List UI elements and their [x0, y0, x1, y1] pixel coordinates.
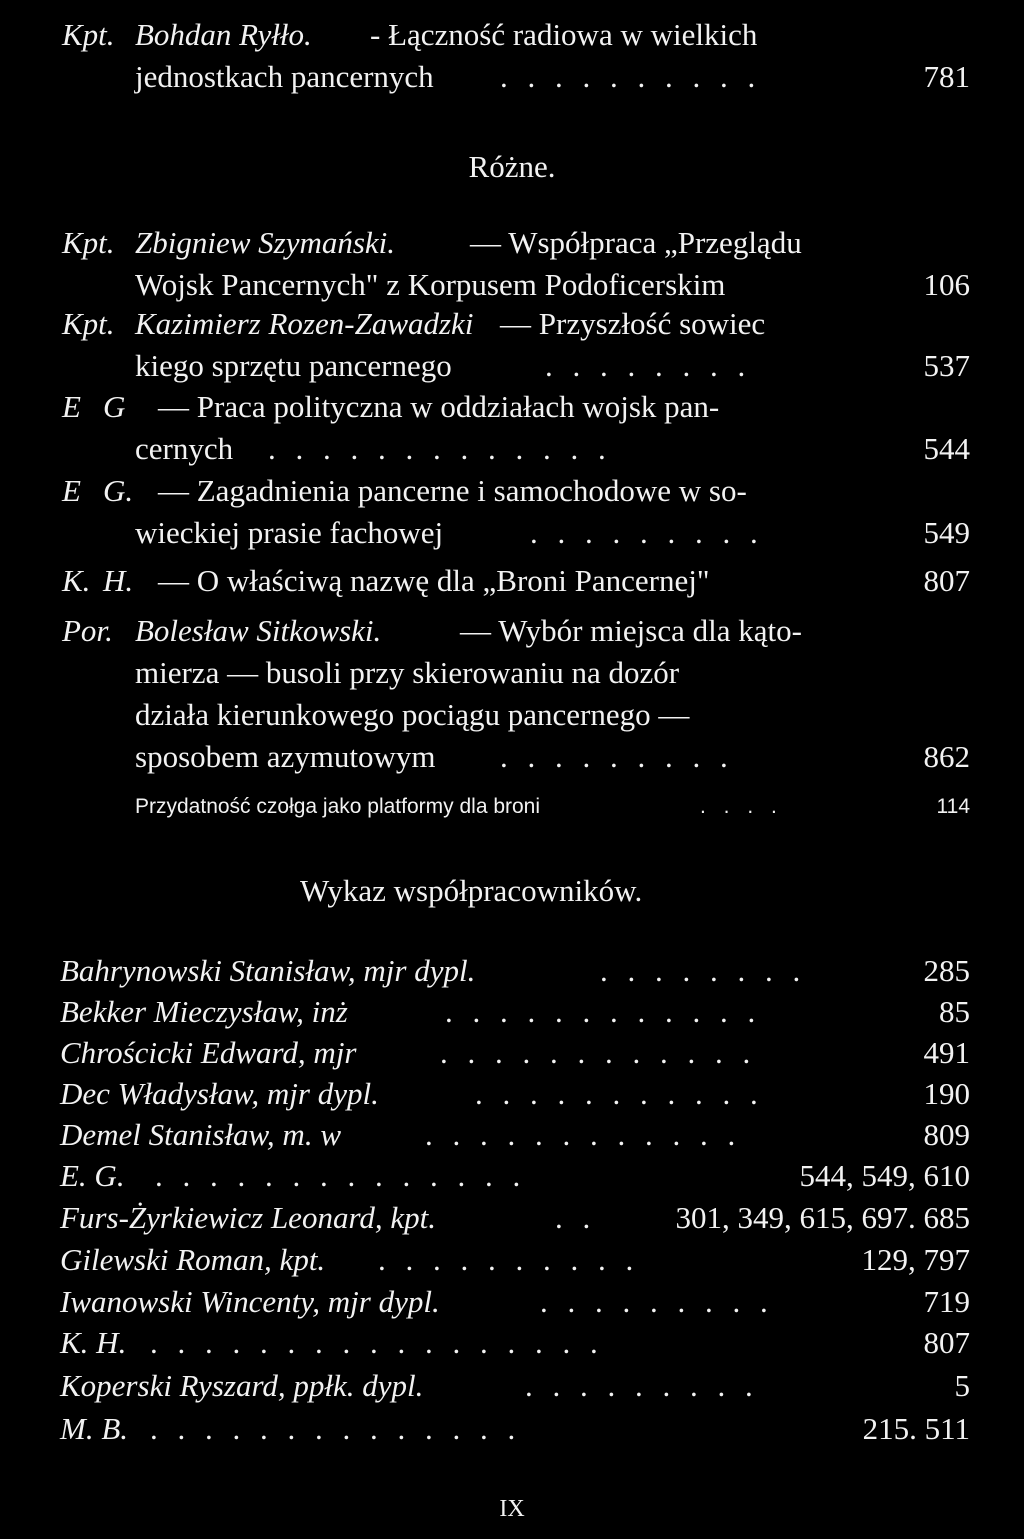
contributor-row: [0, 1408, 1024, 1450]
contributor-name: Chrościcki Edward, mjr: [60, 1035, 357, 1070]
contributor-row: [0, 950, 1024, 992]
leader-dots: . .: [555, 1200, 597, 1235]
entry-title-cont: wieckiej prasie fachowej: [135, 515, 444, 550]
page-footer: [0, 1488, 1024, 1530]
contributor-name: Bahrynowski Stanisław, mjr dypl.: [60, 953, 476, 988]
entry-line: [0, 736, 1024, 778]
leader-dots: . . . . . . . . . . . .: [440, 1035, 757, 1070]
contributor-pages: 215. 511: [862, 1411, 970, 1446]
page-ref: 549: [923, 515, 970, 550]
contributor-pages: 285: [923, 953, 970, 988]
page-ref: 862: [923, 739, 970, 774]
section-heading: [0, 146, 1024, 188]
entry-title: Przydatność czołga jako platformy dla broni: [135, 795, 541, 818]
leader-dots: . . . . . . . . . . . .: [425, 1117, 742, 1152]
entry-rank: Kpt.: [62, 225, 115, 260]
contributor-row: [0, 1365, 1024, 1407]
entry-author: Bohdan Ryłło.: [135, 17, 312, 52]
entry-rank: Por.: [62, 613, 113, 648]
entry-rank: E: [62, 389, 81, 424]
contributor-pages: 544, 549, 610: [799, 1158, 970, 1193]
entry-title: — Praca polityczna w oddziałach wojsk pan-: [158, 389, 720, 424]
contributor-pages: 129, 797: [861, 1242, 970, 1277]
entry-rank: Kpt.: [62, 306, 115, 341]
entry-author: Zbigniew Szymański.: [135, 225, 396, 260]
entry-line: [0, 14, 1024, 56]
contributor-name: Iwanowski Wincenty, mjr dypl.: [60, 1284, 440, 1319]
entry-title: — Wybór miejsca dla kąto-: [460, 613, 802, 648]
page-ref: 106: [923, 267, 970, 302]
page-ref: 114: [936, 795, 970, 818]
entry-line: [0, 610, 1024, 652]
entry-author: Kazimierz Rozen-Zawadzki: [135, 306, 474, 341]
contributors-heading: [0, 870, 1024, 912]
contributor-name: Bekker Mieczysław, inż: [60, 994, 348, 1029]
entry-line: [0, 470, 1024, 512]
entry-title-cont: działa kierunkowego pociągu pancernego —: [135, 697, 690, 732]
leader-dots: . . . . . . . . .: [500, 739, 734, 774]
entry-title-cont: sposobem azymutowym: [135, 739, 436, 774]
page-ref: 544: [923, 431, 970, 466]
contributor-pages: 491: [923, 1035, 970, 1070]
entry-line: [0, 694, 1024, 736]
contributor-pages: 85: [939, 994, 970, 1029]
section-title: Różne.: [468, 149, 556, 184]
entry-line: [0, 786, 1024, 828]
entry-line: [0, 264, 1024, 306]
contributor-name: K. H.: [60, 1325, 127, 1360]
contributor-row: [0, 1114, 1024, 1156]
entry-title-cont: cernych: [135, 431, 234, 466]
leader-dots: . . . . . . . .: [600, 953, 807, 988]
entry-author: G: [103, 389, 126, 424]
contributor-pages: 301, 349, 615, 697. 685: [675, 1200, 970, 1235]
contributor-name: Gilewski Roman, kpt.: [60, 1242, 326, 1277]
leader-dots: . . . . . . . . .: [525, 1368, 759, 1403]
contributors-title: Wykaz współpracowników.: [300, 873, 643, 908]
entry-title: — Zagadnienia pancerne i samochodowe w so-: [158, 473, 747, 508]
leader-dots: . . . . . . . . . . . . . .: [155, 1158, 527, 1193]
entry-title-cont: kiego sprzętu pancernego: [135, 348, 452, 383]
contributor-name: M. B.: [60, 1411, 129, 1446]
contributor-pages: 807: [923, 1325, 970, 1360]
page-ref: 807: [923, 563, 970, 598]
entry-author: H.: [103, 563, 134, 598]
contributor-pages: 190: [923, 1076, 970, 1111]
contributor-name: Demel Stanisław, m. w: [60, 1117, 341, 1152]
contributor-row: [0, 1281, 1024, 1323]
leader-dots: . . . . . . . . . . .: [475, 1076, 764, 1111]
leader-dots: . . . . . . . . . .: [378, 1242, 640, 1277]
entry-title: - Łączność radiowa w wielkich: [370, 17, 758, 52]
page-ref: 781: [923, 59, 970, 94]
entry-line: [0, 222, 1024, 264]
entry-title-cont: jednostkach pancernych: [135, 59, 434, 94]
contributor-name: Dec Władysław, mjr dypl.: [60, 1076, 379, 1111]
entry-rank: Kpt.: [62, 17, 115, 52]
leader-dots: . . . . . . . . . . . . . .: [150, 1411, 522, 1446]
entry-author: G.: [103, 473, 134, 508]
contributor-row: [0, 1239, 1024, 1281]
contributor-row: [0, 1073, 1024, 1115]
page-ref: 537: [923, 348, 970, 383]
contributor-pages: 809: [923, 1117, 970, 1152]
contributor-name: Koperski Ryszard, ppłk. dypl.: [60, 1368, 424, 1403]
entry-line: [0, 345, 1024, 387]
page-number: IX: [499, 1496, 525, 1522]
leader-dots: . . . .: [700, 795, 783, 818]
leader-dots: . . . . . . . . . . . . . . . . .: [150, 1325, 604, 1360]
entry-title: — Przyszłość sowiec: [500, 306, 766, 341]
contributor-row: [0, 1155, 1024, 1197]
entry-line: [0, 428, 1024, 470]
contributor-name: Furs-Żyrkiewicz Leonard, kpt.: [60, 1200, 436, 1235]
leader-dots: . . . . . . . .: [545, 348, 752, 383]
entry-author: Bolesław Sitkowski.: [135, 613, 382, 648]
entry-line: [0, 303, 1024, 345]
entry-line: [0, 386, 1024, 428]
leader-dots: . . . . . . . . . .: [500, 59, 762, 94]
leader-dots: . . . . . . . . .: [540, 1284, 774, 1319]
contributor-name: E. G.: [60, 1158, 125, 1193]
leader-dots: . . . . . . . . . . . .: [445, 994, 762, 1029]
entry-title: — O właściwą nazwę dla „Broni Pancernej": [158, 563, 710, 598]
contributor-row: [0, 1032, 1024, 1074]
contributor-row: [0, 991, 1024, 1033]
entry-line: [0, 56, 1024, 98]
entry-rank: K.: [62, 563, 91, 598]
entry-title-cont: Wojsk Pancernych" z Korpusem Podoficerskim: [135, 267, 726, 302]
entry-title: — Współpraca „Przeglądu: [470, 225, 802, 260]
entry-rank: E: [62, 473, 81, 508]
entry-line: [0, 512, 1024, 554]
entry-line: [0, 560, 1024, 602]
leader-dots: . . . . . . . . .: [530, 515, 764, 550]
contributor-row: [0, 1322, 1024, 1364]
entry-line: [0, 652, 1024, 694]
contributor-pages: 5: [954, 1368, 970, 1403]
leader-dots: . . . . . . . . . . . . .: [268, 431, 612, 466]
contributor-pages: 719: [923, 1284, 970, 1319]
contributor-row: [0, 1197, 1024, 1239]
entry-title-cont: mierza — busoli przy skierowaniu na dozór: [135, 655, 680, 690]
